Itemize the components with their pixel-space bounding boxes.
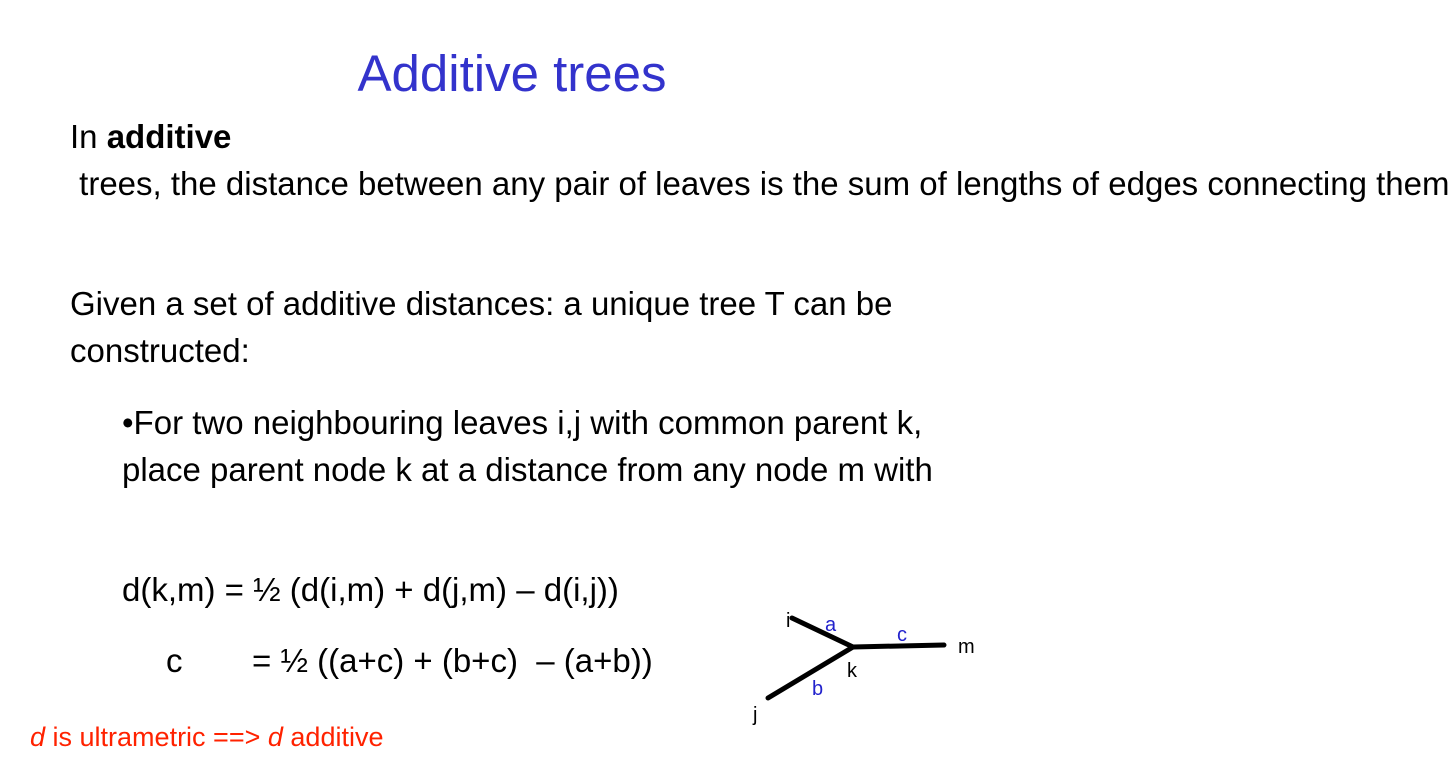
footer-d-2: d [267,722,283,752]
p1-rest: trees, the distance between any pair of leaves is the sum of lengths of edges connecting them [70,165,1450,202]
footer-note [30,720,383,754]
p1-bold-term: additive [106,118,232,155]
footer-end: additive [282,722,384,752]
formula-dkm [122,566,619,613]
paragraph-construction: Given a set of additive distances: a unique tree T can be constructed: [70,285,893,369]
formula2-lhs: c [166,642,183,679]
paragraph-additive-definition [70,113,1450,207]
node-label-i: i [786,610,791,632]
node-label-m: m [958,636,975,658]
formula-c [122,637,653,684]
formula1-rhs: = ½ (d(i,m) + d(j,m) – d(i,j)) [215,571,619,608]
node-label-k: k [847,660,857,682]
edge-label-c: c [897,624,907,646]
edge-j-k [768,647,853,698]
edge-label-b: b [812,678,824,700]
node-label-j: j [753,704,758,726]
footer-middle: is ultrametric ==> [45,722,268,752]
edge-label-a: a [825,614,837,636]
p1-lead: In [70,118,107,155]
bullet-neighbouring-leaves: •For two neighbouring leaves i,j with common parent k, place parent node k at a distance from any node m with [122,404,933,488]
slide-title: Additive trees [357,45,667,102]
formula2-rhs: = ½ ((a+c) + (b+c) – (a+b)) [252,642,653,679]
additive-tree-diagram [740,595,1020,735]
footer-d-1: d [30,722,46,752]
edge-i-k [792,618,853,647]
formula1-lhs: d(k,m) [122,571,216,608]
